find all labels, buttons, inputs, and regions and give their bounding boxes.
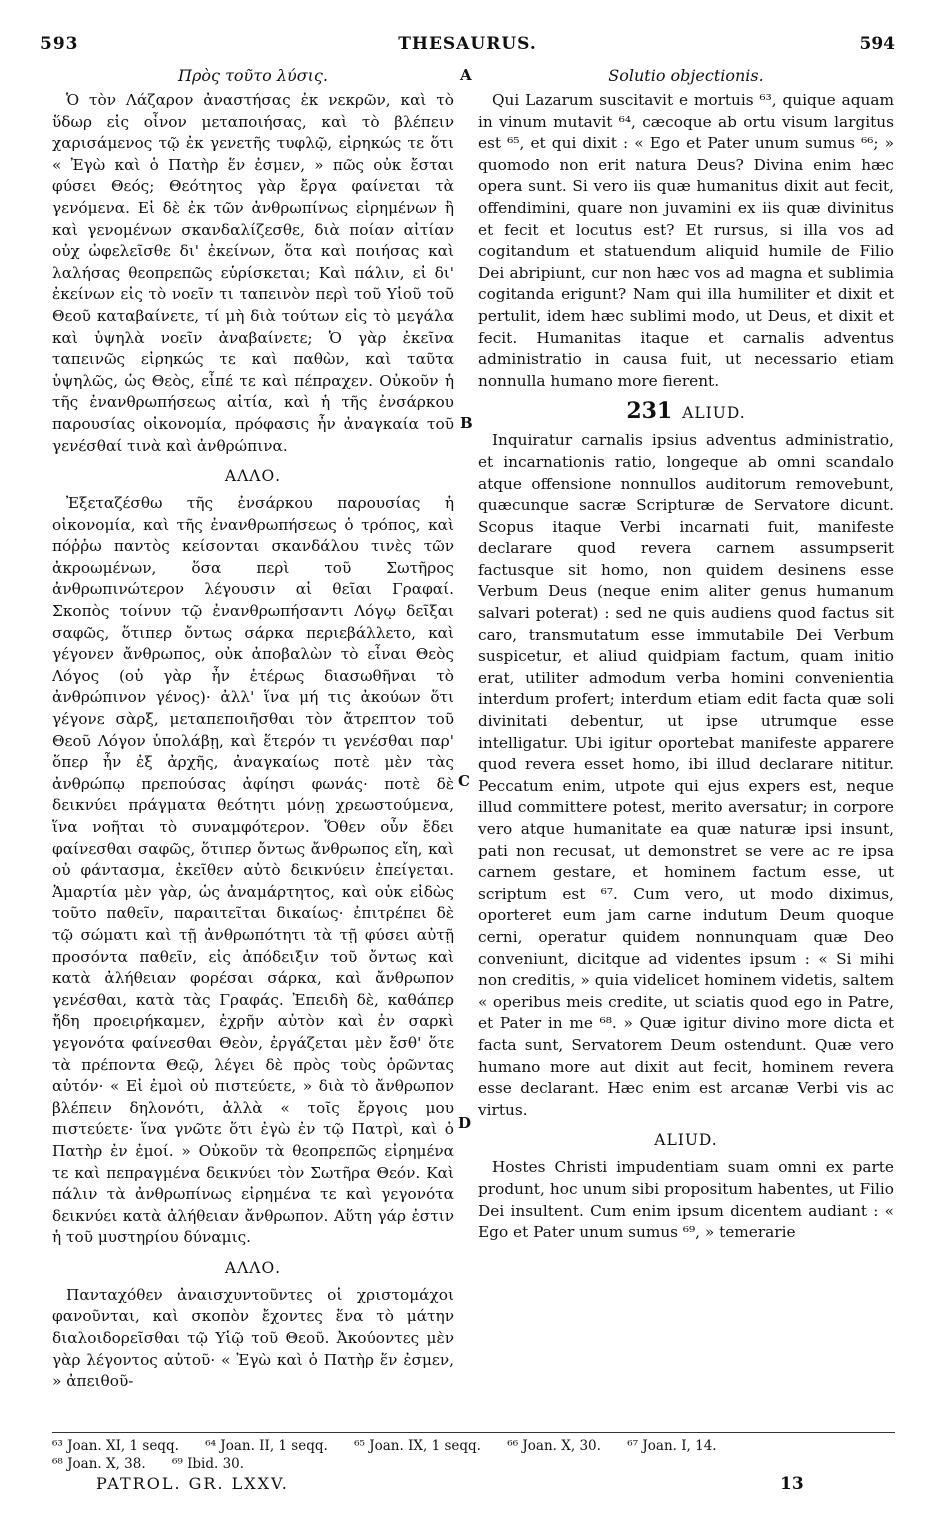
footnote-line-1 xyxy=(52,1437,895,1455)
footnote: ⁶⁹ Ibid. 30. xyxy=(171,1456,245,1472)
margin-letter-b: B xyxy=(460,414,473,432)
greek-section-heading-2: ΑΛΛΟ. xyxy=(224,467,282,486)
page-number-right: 594 xyxy=(859,34,895,54)
latin-paragraph-2: Inquiratur carnalis ipsius adventus administratio, et incarnationis ratio, longeque ab omni scandalo atque offensione nonnullos auditorum removebunt, quæcunque sacræ Scripturæ de Servatore dicunt. Scopus itaque Verbi incarnati fuit, manifeste declarare quod revera carnem assumpserit factusque sit homo, non quidem desinens esse Verbum Deus (neque enim aliter genus humanum salvari poterat) : sed ne quis audiens quod factus sit caro, transmutatum esse immutabile Dei Verbum suspicetur, et aliud quidpiam factum, quam initio erat, utiliter admodum verba homini convenientia interdum profert; interdum etiam edit facta quæ soli divinitati debentur, ut ipse utrumque esse intelligatur. Ubi igitur oportebat manifeste apparere quod revera esset homo, ibi illud declarare nititur. Peccatum enim, utpote qui ejus expers est, neque illud committere potest, merito aversatur; in corpore vero atque humanitate ea quæ naturæ ipsi insunt, pati non recusat, ut demonstret se vere ac re ipsa carnem gestare, et hominem factum esse, ut scriptum est ⁶⁷. Cum vero, ut modo diximus, oporteret eum jam carne indutum Deum quoque cerni, operatur quidem nonnunquam quæ Deo conveniunt, dicitque ad videntes ipsum : « Si mihi non creditis, » quia videlicet hominem videtis, saltem « operibus meis credite, ut sciatis quod ego in Patre, et Pater in me ⁶⁸. » Quæ igitur divino more dicta et facta sunt, Servatorem Deum ostendunt. Quæ vero humano more aut dixit aut fecit, hominem revera esse declarant. Hæc enim est arcanæ Verbi vis ac virtus. xyxy=(478,431,894,1119)
volume-signature: PATROL. GR. LXXV. xyxy=(96,1474,289,1493)
latin-section-title-2: ALIUD. xyxy=(682,404,746,423)
footnote: ⁶⁶ Joan. X, 30. xyxy=(507,1438,601,1454)
greek-paragraph-1: Ὁ τὸν Λάζαρον ἀναστήσας ἐκ νεκρῶν, καὶ τὸ ὕδωρ εἰς οἶνον μεταποιήσας, καὶ τὸ βλέπειν χαρισάμενος τῷ ἐκ γενετῆς τυφλῷ, εἰρηκώς τε ὅτι « Ἐγὼ καὶ ὁ Πατὴρ ἕν ἐσμεν, » πῶς οὐκ ἔσται φύσει Θεός; Θεότητος γὰρ ἔργα φαίνεται τὰ γενόμενα. Εἰ δὲ ἐκ τῶν ἀνθρωπίνως εἰρημένων ἢ καὶ γενομένων σκανδαλίζεσθε, διὰ ποίαν αἰτίαν οὐχ ὠφελεῖσθε δι' ἐκείνων, ὅτα καὶ ποιήσας καὶ λαλήσας θεοπρεπῶς εὑρίσκεται; Καὶ πάλιν, εἰ δι' ἐκείνων εἰς τὸ νοεῖν τι ταπεινὸν περὶ τοῦ Υἱοῦ τοῦ Θεοῦ καταβαίνετε, τί μὴ διὰ τούτων εἰς τὸ μεγάλα καὶ ὑψηλὰ νοεῖν ἀναβαίνετε; Ὁ γὰρ ἐκεῖνα ταπεινῶς εἰρηκώς τε καὶ παθὼν, καὶ ταῦτα ὑψηλῶς, ὡς Θεὸς, εἶπέ τε καὶ πέπραχεν. Οὐκοῦν ἡ τῆς ἐνανθρωπήσεως αἰτία, καὶ ἡ τῆς ἐνσάρκου παρουσίας οἰκονομία, πρόφασις ἦν ἀναγκαία τοῦ γενέσθαί τινὰ καὶ ἀνθρώπινα. xyxy=(52,91,454,455)
greek-paragraph-3: Πανταχόθεν ἀναισχυντοῦντες οἱ χριστομάχοι φανοῦνται, καὶ σκοπὸν ἔχοντες ἕνα τὸ μάτην διαλοιδορεῖσθαι τῷ Υἱῷ τοῦ Θεοῦ. Ἀκούοντες μὲν γὰρ λέγοντος αὐτοῦ· « Ἐγὼ καὶ ὁ Πατὴρ ἕν ἐσμεν, » ἀπειθοῦ- xyxy=(52,1285,454,1391)
gathering-number: 13 xyxy=(780,1474,804,1494)
running-title: THESAURUS. xyxy=(398,34,537,54)
footnote: ⁶⁴ Joan. II, 1 seqq. xyxy=(205,1438,328,1454)
latin-paragraph-3: Hostes Christi impudentiam suam omni ex parte produnt, hoc unum sibi propositum habentes, ut Filio Dei insultent. Cum enim ipsum dicentem audiant : « Ego et Pater unum sumus ⁶⁹, » temerarie xyxy=(478,1158,894,1242)
margin-letter-c: C xyxy=(458,772,470,790)
footnote-line-2 xyxy=(52,1455,895,1473)
footnote: ⁶⁷ Joan. I, 14. xyxy=(627,1438,717,1454)
latin-column xyxy=(478,64,894,1244)
greek-paragraph-2: Ἐξεταζέσθω τῆς ἐνσάρκου παρουσίας ἡ οἰκονομία, καὶ τῆς ἐνανθρωπήσεως ὁ τρόπος, καὶ πόῤῥω παντὸς κείσονται σκανδάλου τινὲς τῶν ἀκροωμένων, ὅσα περὶ τοῦ Σωτῆρος ἀνθρωπινώτερον λέγουσιν αἱ θεῖαι Γραφαί. Σκοπὸς τοίνυν τῷ ἐνανθρωπήσαντι Λόγῳ δεῖξαι σαφῶς, ὅτιπερ ὄντως σάρκα περιεβάλλετο, καὶ γέγονεν ἄνθρωπος, οὐκ ἀποβαλὼν τὸ εἶναι Θεὸς Λόγος (οὐ γὰρ ἦν ἑτέρως διασωθῆναι τὸ ἀνθρώπινον γένος)· ἀλλ' ἵνα μή τις ἀκούων ὅτι γέγονε σὰρξ, μεταπεποιῆσθαι τὸν ἄτρεπτον τοῦ Θεοῦ Λόγον ὑπολάβῃ, καὶ ἕτερόν τι γενέσθαι παρ' ὅπερ ἦν ἐξ ἀρχῆς, ἀναγκαίως ποτὲ μὲν τὰς ἀνθρώπῳ πρεπούσας ἀφίησι φωνάς· ποτὲ δὲ δεικνύει πράγματα θεότητι μόνῃ χρεωστούμενα, ἵνα νοῆται τὸ συναμφότερον. Ὅθεν οὖν ἔδει φαίνεσθαι σαφῶς, ὅτιπερ ὄντως ἄνθρωπος εἴη, καὶ οὐ φάντασμα, ἐκεῖθεν αὐτὸ δεικνύειν ἐπείγεται. Ἁμαρτία μὲν γὰρ, ὡς ἀναμάρτητος, καὶ οὐκ εἰδὼς τοῦτο παθεῖν, παραιτεῖται δικαίως· ἐπιτρέπει δὲ τῷ σώματι καὶ τῇ ἀνθρωπότητι τὰ τῇ φύσει αὐτῇ προσόντα παθεῖν, εἰς ἀπόδειξιν τοῦ ὄντως καὶ κατὰ ἀλήθειαν φορέσαι σάρκα, καὶ ἄνθρωπον γενέσθαι, κατὰ τὰς Γραφάς. Ἐπειδὴ δὲ, καθάπερ ἤδη προειρήκαμεν, ἐχρῆν αὐτὸν καὶ ἐν σαρκὶ γεγονότα φαίνεσθαι Θεὸν, ἐργάζεται μὲν ἔσθ' ὅτε τὰ πρέποντα Θεῷ, λέγει δὲ πρὸς τοὺς ὁρῶντας αὐτόν· « Εἰ ἐμοὶ οὐ πιστεύετε, » διὰ τὸ ἄνθρωπον βλέπειν δηλονότι, ἀλλὰ « τοῖς ἔργοις μου πιστεύετε· ἵνα γνῶτε ὅτι ἐγὼ ἐν τῷ Πατρὶ, καὶ ὁ Πατὴρ ἐν ἐμοί. » Οὐκοῦν τὰ θεοπρεπῶς εἰρημένα τε καὶ πεπραγμένα δεικνύει τὸν Σωτῆρα Θεόν. Καὶ πάλιν τὰ ἀνθρωπίνως εἰρημένα τε καὶ γεγονότα δεικνύει κατὰ ἀλήθειαν ἄνθρωπον. Αὕτη γάρ ἐστιν ἡ τοῦ μυστηρίου δύναμις. xyxy=(52,494,454,1247)
footnote: ⁶⁵ Joan. IX, 1 seqq. xyxy=(354,1438,481,1454)
footnotes xyxy=(52,1432,895,1473)
margin-letter-a: A xyxy=(460,66,472,84)
latin-paragraph-1: Qui Lazarum suscitavit e mortuis ⁶³, quique aquam in vinum mutavit ⁶⁴, cæcoque ab ortu visum largitus est ⁶⁵, et qui dixit : « Ego et Pater unum sumus ⁶⁶; » quomodo non erit natura Deus? Divina enim hæc opera sunt. Si vero iis quæ humanitus dixit aut fecit, offendimini, quare non juvamini ex iis quæ divinitus et fecit et locutus est? Et rursus, si illa vos ad cogitandum et statuendum aliquid humile de Filio Dei abripiunt, cur non hæc vos ad magna et sublimia cogitanda erigunt? Nam qui illa humiliter et dixit et pertulit, idem hæc sublimi modo, ut Deus, et dixit et fecit. Humanitas itaque et carnalis adventus administratio in causa fuit, ut necessario etiam nonnulla humano more fierent. xyxy=(478,91,894,390)
margin-letter-d: D xyxy=(458,1114,472,1132)
chapter-number: 231 xyxy=(626,398,673,425)
footnote: ⁶³ Joan. XI, 1 seqq. xyxy=(52,1438,179,1454)
running-head xyxy=(40,34,895,58)
latin-section-heading-2 xyxy=(478,400,894,424)
greek-section-heading-3: ΑΛΛΟ. xyxy=(224,1258,282,1277)
page-number-left: 593 xyxy=(40,34,79,54)
greek-section-title-1: Πρὸς τοῦτο λύσις. xyxy=(178,66,328,85)
latin-section-title-1: Solutio objectionis. xyxy=(608,66,764,85)
latin-section-heading-3: ALIUD. xyxy=(654,1131,718,1150)
greek-column xyxy=(52,64,454,1393)
footnote: ⁶⁸ Joan. X, 38. xyxy=(52,1456,146,1472)
